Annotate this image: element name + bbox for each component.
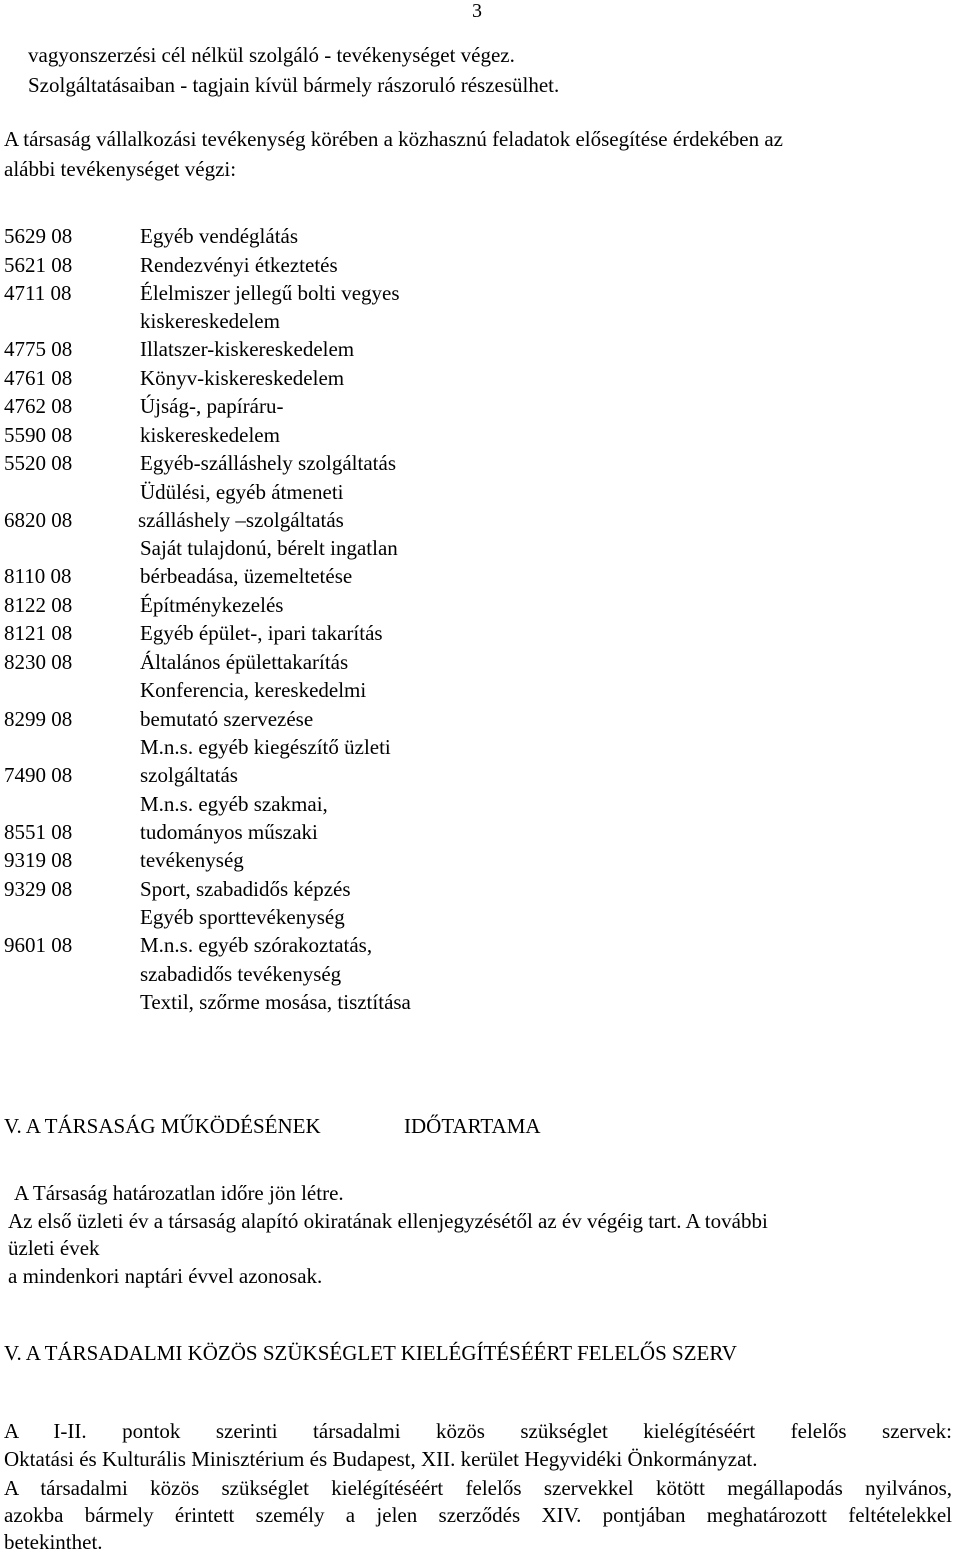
activity-code: 4711 08 xyxy=(4,281,72,305)
activity-code: 4761 08 xyxy=(4,366,73,390)
activity-code: 4775 08 xyxy=(4,337,73,361)
section-heading-responsible-body: V. A TÁRSADALMI KÖZÖS SZÜKSÉGLET KIELÉGÍTÉSÉÉRT FELELŐS SZERV xyxy=(4,1341,737,1365)
activity-description: Rendezvényi étkeztetés xyxy=(140,253,338,277)
responsible-body-line-4: azokba bármely érintett személy a jelen szerződés XIV. pontjában meghatározott feltételekkel xyxy=(4,1503,952,1527)
activity-description: Élelmiszer jellegű bolti vegyes xyxy=(140,281,400,305)
activity-code: 8122 08 xyxy=(4,593,73,617)
activity-description: Illatszer-kiskereskedelem xyxy=(140,337,355,361)
activity-description: kiskereskedelem xyxy=(140,423,280,447)
activity-description: Egyéb-szálláshely szolgáltatás xyxy=(140,451,396,475)
activity-code: 7490 08 xyxy=(4,763,73,787)
activity-code: 9601 08 xyxy=(4,933,73,957)
activity-description: bérbeadása, üzemeltetése xyxy=(140,564,353,588)
activity-code: 5590 08 xyxy=(4,423,73,447)
intro-paragraph-line-2: alábbi tevékenységet végzi: xyxy=(4,157,237,181)
activity-code: 8551 08 xyxy=(4,820,73,844)
activity-code: 5629 08 xyxy=(4,224,73,248)
activity-description: Építménykezelés xyxy=(140,593,284,617)
activity-description: Saját tulajdonú, bérelt ingatlan xyxy=(140,536,398,560)
intro-line-1: vagyonszerzési cél nélkül szolgáló - tevékenységet végez. xyxy=(28,43,515,67)
activity-code: 5621 08 xyxy=(4,253,73,277)
intro-line-2: Szolgáltatásaiban - tagjain kívül bármely rászoruló részesülhet. xyxy=(28,73,560,97)
activity-description: tevékenység xyxy=(140,848,244,872)
activity-description: szolgáltatás xyxy=(140,763,238,787)
activity-description: Textil, szőrme mosása, tisztítása xyxy=(140,990,411,1014)
responsible-body-line-5: betekinthet. xyxy=(4,1530,103,1554)
activity-code: 8121 08 xyxy=(4,621,73,645)
activity-code: 8299 08 xyxy=(4,707,73,731)
activity-description: Újság-, papíráru- xyxy=(140,394,284,418)
activity-description: M.n.s. egyéb kiegészítő üzleti xyxy=(140,735,391,759)
activity-description: M.n.s. egyéb szakmai, xyxy=(140,792,328,816)
activity-code: 8110 08 xyxy=(4,564,72,588)
activity-code: 9319 08 xyxy=(4,848,73,872)
activity-code: 8230 08 xyxy=(4,650,73,674)
activity-code: 5520 08 xyxy=(4,451,73,475)
responsible-body-line-2: Oktatási és Kulturális Minisztérium és Budapest, XII. kerület Hegyvidéki Önkormányzat. xyxy=(4,1447,758,1471)
activity-description: M.n.s. egyéb szórakoztatás, xyxy=(140,933,373,957)
activity-code: 4762 08 xyxy=(4,394,73,418)
activity-description: Könyv-kiskereskedelem xyxy=(140,366,345,390)
section-heading-duration-part-1: V. A TÁRSASÁG MŰKÖDÉSÉNEK xyxy=(4,1114,321,1138)
activity-description: Konferencia, kereskedelmi xyxy=(140,678,367,702)
activity-code: 9329 08 xyxy=(4,877,73,901)
activity-description: bemutató szervezése xyxy=(140,707,314,731)
activity-description: kiskereskedelem xyxy=(140,309,280,333)
section-heading-duration-part-2: IDŐTARTAMA xyxy=(404,1114,541,1138)
duration-line-4: a mindenkori naptári évvel azonosak. xyxy=(8,1264,323,1288)
activity-description: Egyéb vendéglátás xyxy=(140,224,299,248)
activity-description: Üdülési, egyéb átmeneti xyxy=(140,480,344,504)
activity-description: Egyéb sporttevékenység xyxy=(140,905,345,929)
activity-code: 6820 08 xyxy=(4,508,73,532)
activity-description: szálláshely –szolgáltatás xyxy=(138,508,344,532)
duration-line-1: A Társaság határozatlan időre jön létre. xyxy=(14,1181,344,1205)
responsible-body-line-1: A I-II. pontok szerinti társadalmi közös szükséglet kielégítéséért felelős szervek: xyxy=(4,1419,952,1443)
responsible-body-line-3: A társadalmi közös szükséglet kielégítéséért felelős szervekkel kötött megállapodás nyilvános, xyxy=(4,1476,952,1500)
activity-description: szabadidős tevékenység xyxy=(140,962,342,986)
duration-line-3: üzleti évek xyxy=(8,1236,100,1260)
activity-description: Egyéb épület-, ipari takarítás xyxy=(140,621,383,645)
page-number: 3 xyxy=(472,0,482,22)
intro-paragraph-line-1: A társaság vállalkozási tevékenység körében a közhasznú feladatok elősegítése érdekében az xyxy=(4,127,783,151)
activity-description: Sport, szabadidős képzés xyxy=(140,877,351,901)
activity-description: Általános épülettakarítás xyxy=(140,650,349,674)
duration-line-2: Az első üzleti év a társaság alapító okiratának ellenjegyzésétől az év végéig tart. A további xyxy=(8,1209,768,1233)
activity-description: tudományos műszaki xyxy=(140,820,318,844)
